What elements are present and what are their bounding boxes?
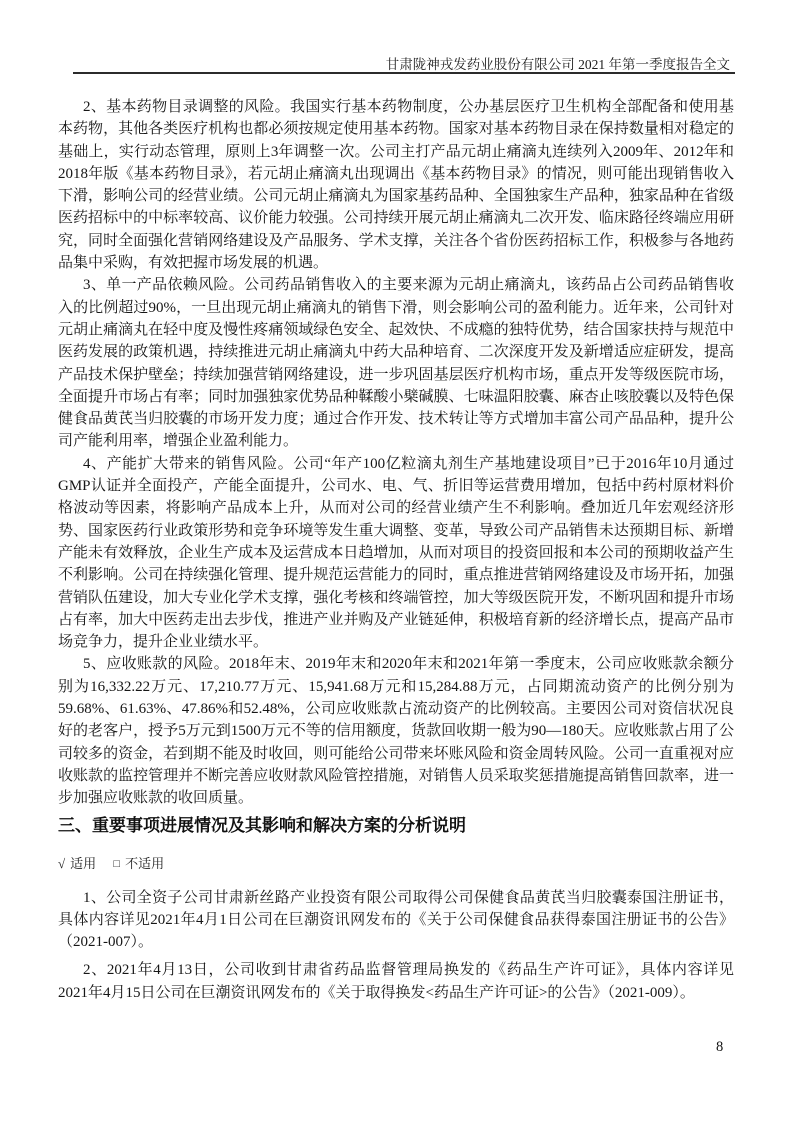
page-header	[58, 57, 730, 72]
not-applicable-label: 不适用	[125, 855, 165, 871]
header-rule	[73, 72, 735, 74]
risk-paragraph-capacity-expansion: 4、产能扩大带来的销售风险。公司“年产100亿粒滴丸剂生产基地建设项目”已于2016年10月通过GMP认证并全面投产，产能全面提升，公司水、电、气、折旧等运营费用增加，包括中药村原材料价格波动等因素，将影响产品成本上升，从而对公司的经营业绩产生不利影响。叠加近几年宏观经济形势、国家医药行业政策形势和竞争环境等发生重大调整、变革，导致公司产品销售未达预期目标、新增产能未有效释放，企业生产成本及运营成本日趋增加，从而对项目的投资回报和本公司的预期收益产生不利影响。公司在持续强化管理、提升规范运营能力的同时，重点推进营销网络建设及市场开拓，加强营销队伍建设，加大专业化学术支撑，强化考核和终端管控，加大等级医院开发，不断巩固和提升市场占有率，加大中医药走出去步伐，推进产业并购及产业链延伸，积极培育新的经济增长点，提高产品市场竞争力，提升企业业绩水平。	[58, 455, 734, 651]
event-paragraph-thailand-certificate: 1、公司全资子公司甘肃新丝路产业投资有限公司取得公司保健食品黄芪当归胶囊泰国注册证书，具体内容详见2021年4月1日公司在巨潮资讯网发布的《关于公司保健食品获得泰国注册证书的公告》（2021-007）。	[58, 889, 734, 951]
page-body	[58, 96, 734, 1004]
applicable-label: 适用	[70, 855, 97, 871]
risk-paragraph-single-product: 3、单一产品依赖风险。公司药品销售收入的主要来源为元胡止痛滴丸，该药品占公司药品销售收入的比例超过90%，一旦出现元胡止痛滴丸的销售下滑，则会影响公司的盈利能力。近年来，公司针对元胡止痛滴丸在轻中度及慢性疼痛领域绿色安全、起效快、不成瘾的独特优势，结合国家扶持与规范中医药发展的政策机遇，持续推进元胡止痛滴丸中药大品种培育、二次深度开发及新增适应症研发，提高产品技术保护壁垒；持续加强营销网络建设，进一步巩固基层医疗机构市场，重点开发等级医院市场，全面提升市场占有率；同时加强独家优势品种鞣酸小檗碱膜、七味温阳胶囊、麻杏止咳胶囊以及特色保健食品黄芪当归胶囊的市场开发力度；通过合作开发、技术转让等方式增加丰富公司产品品种，提升公司产能利用率，增强企业盈利能力。	[58, 277, 734, 450]
header-title: 甘肃陇神戎发药业股份有限公司 2021 年第一季度报告全文	[385, 57, 730, 72]
applicability-line	[58, 855, 734, 874]
check-mark-icon: √	[58, 855, 66, 871]
risk-paragraph-basic-drug-list: 2、基本药物目录调整的风险。我国实行基本药物制度，公办基层医疗卫生机构全部配备和使用基本药物，其他各类医疗机构也都必须按规定使用基本药物。国家对基本药物目录在保持数量相对稳定的基础上，实行动态管理，原则上3年调整一次。公司主打产品元胡止痛滴丸连续列入2009年、2012年和2018年版《基本药物目录》，若元胡止痛滴丸出现调出《基本药物目录》的情况，则可能出现销售收入下滑，影响公司的经营业绩。公司元胡止痛滴丸为国家基药品种、全国独家生产品种，独家品种在省级医药招标中的中标率较高、议价能力较强。公司持续开展元胡止痛滴丸二次开发、临床路径终端应用研究，同时全面强化营销网络建设及产品服务、学术支撑，关注各个省份医药招标工作，积极参与各地药品集中采购，有效把握市场发展的机遇。	[58, 99, 734, 272]
risk-paragraph-accounts-receivable: 5、应收账款的风险。2018年末、2019年末和2020年末和2021年第一季度末，公司应收账款余额分别为16,332.22万元、17,210.77万元、15,941.68万元和15,284.88万元，占同期流动资产的比例分别为59.68%、61.63%、47.86%和52.48%，公司应收账款占流动资产的比例较高。主要因公司对资信状况良好的老客户，授予5万元到1500万元不等的信用额度，货款回收期一般为90—180天。应收账款占用了公司较多的资金，若到期不能及时收回，则可能给公司带来坏账风险和资金周转风险。公司一直重视对应收账款的监控管理并不断完善应收财款风险管控措施，对销售人员采取奖惩措施提高销售回款率，进一步加强应收账款的收回质量。	[58, 656, 734, 807]
event-paragraph-production-license: 2、2021年4月13日，公司收到甘肃省药品监督管理局换发的《药品生产许可证》，具体内容详见2021年4月15日公司在巨潮资讯网发布的《关于取得换发<药品生产许可证>的公告》（2021-009）。	[58, 962, 734, 1001]
checkbox-empty-icon: □	[113, 857, 121, 870]
section-heading-major-events: 三、重要事项进展情况及其影响和解决方案的分析说明	[58, 815, 466, 835]
page-number: 8	[716, 1039, 724, 1055]
